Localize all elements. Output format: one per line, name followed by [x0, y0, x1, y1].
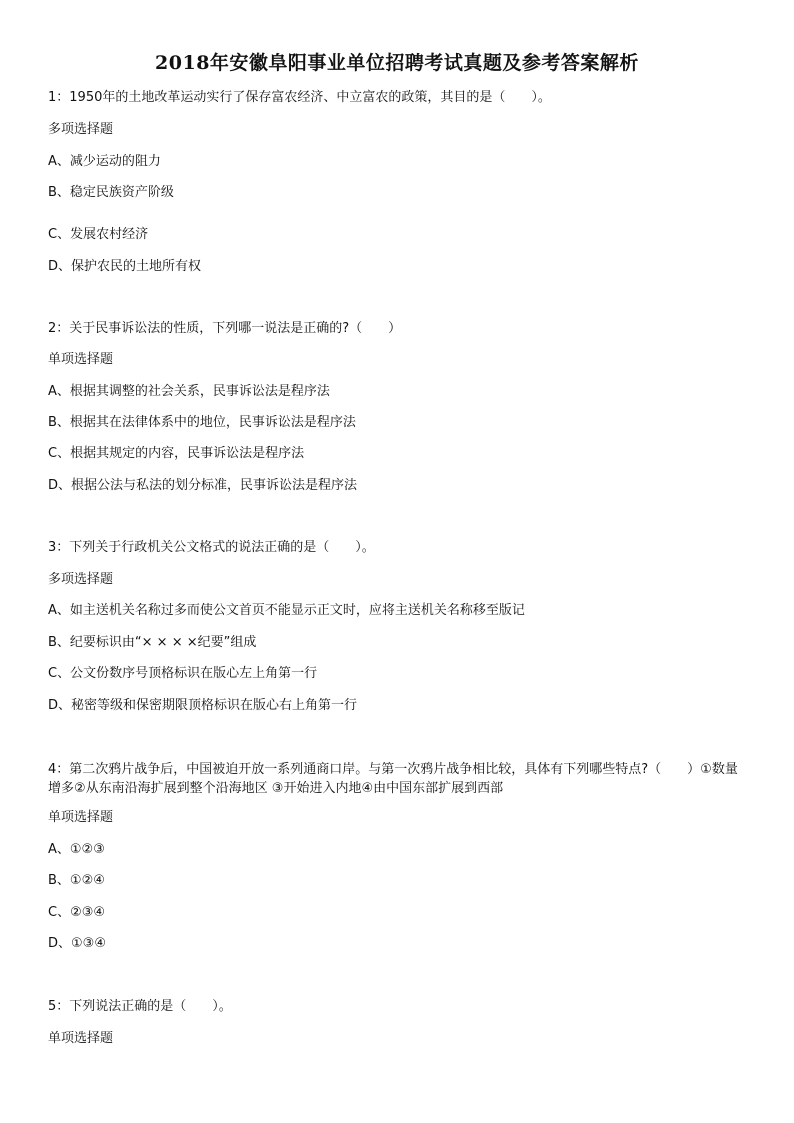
question-3-stem: 3：下列关于行政机关公文格式的说法正确的是（ ）。: [48, 540, 375, 555]
question-2-type: 单项选择题: [48, 352, 114, 367]
question-2-option-b: B、根据其在法律体系中的地位，民事诉讼法是程序法: [48, 415, 356, 430]
question-1-option-c: C、发展农村经济: [48, 227, 149, 242]
question-5-stem: 5：下列说法正确的是（ ）。: [48, 999, 232, 1014]
page-title: 2018年安徽阜阳事业单位招聘考试真题及参考答案解析: [155, 52, 639, 74]
question-2-option-d: D、根据公法与私法的划分标准，民事诉讼法是程序法: [48, 478, 358, 493]
question-4-option-d: D、①③④: [48, 936, 106, 951]
question-4-option-c: C、②③④: [48, 905, 106, 920]
question-2-option-a: A、根据其调整的社会关系，民事诉讼法是程序法: [48, 384, 330, 399]
question-2-option-c: C、根据其规定的内容，民事诉讼法是程序法: [48, 446, 305, 461]
question-4-option-a: A、①②③: [48, 842, 105, 857]
question-1-option-b: B、稳定民族资产阶级: [48, 185, 174, 200]
question-3-option-c: C、公文份数序号顶格标识在版心左上角第一行: [48, 666, 318, 681]
question-2-stem: 2：关于民事诉讼法的性质，下列哪一说法是正确的?（ ）: [48, 321, 402, 336]
question-3-type: 多项选择题: [48, 572, 114, 587]
question-1-option-d: D、保护农民的土地所有权: [48, 259, 202, 274]
question-1-option-a: A、减少运动的阻力: [48, 154, 161, 169]
question-1-type: 多项选择题: [48, 122, 114, 137]
question-1-stem: 1：1950年的土地改革运动实行了保存富农经济、中立富农的政策，其目的是（ ）。: [48, 90, 551, 105]
question-5-type: 单项选择题: [48, 1031, 114, 1046]
question-4-option-b: B、①②④: [48, 873, 105, 888]
question-3-option-b: B、纪要标识由“× × × ×纪要”组成: [48, 635, 257, 650]
question-4-stem: 4：第二次鸦片战争后，中国被迫开放一系列通商口岸。与第一次鸦片战争相比较，具体有下列哪些特点?（ ）①数量增多②从东南沿海扩展到整个沿海地区 ③开始进入内地④由中国东部扩展到西部: [48, 762, 738, 796]
question-4-type: 单项选择题: [48, 810, 114, 825]
question-3-option-a: A、如主送机关名称过多而使公文首页不能显示正文时，应将主送机关名称移至版记: [48, 603, 525, 618]
question-3-option-d: D、秘密等级和保密期限顶格标识在版心右上角第一行: [48, 698, 358, 713]
